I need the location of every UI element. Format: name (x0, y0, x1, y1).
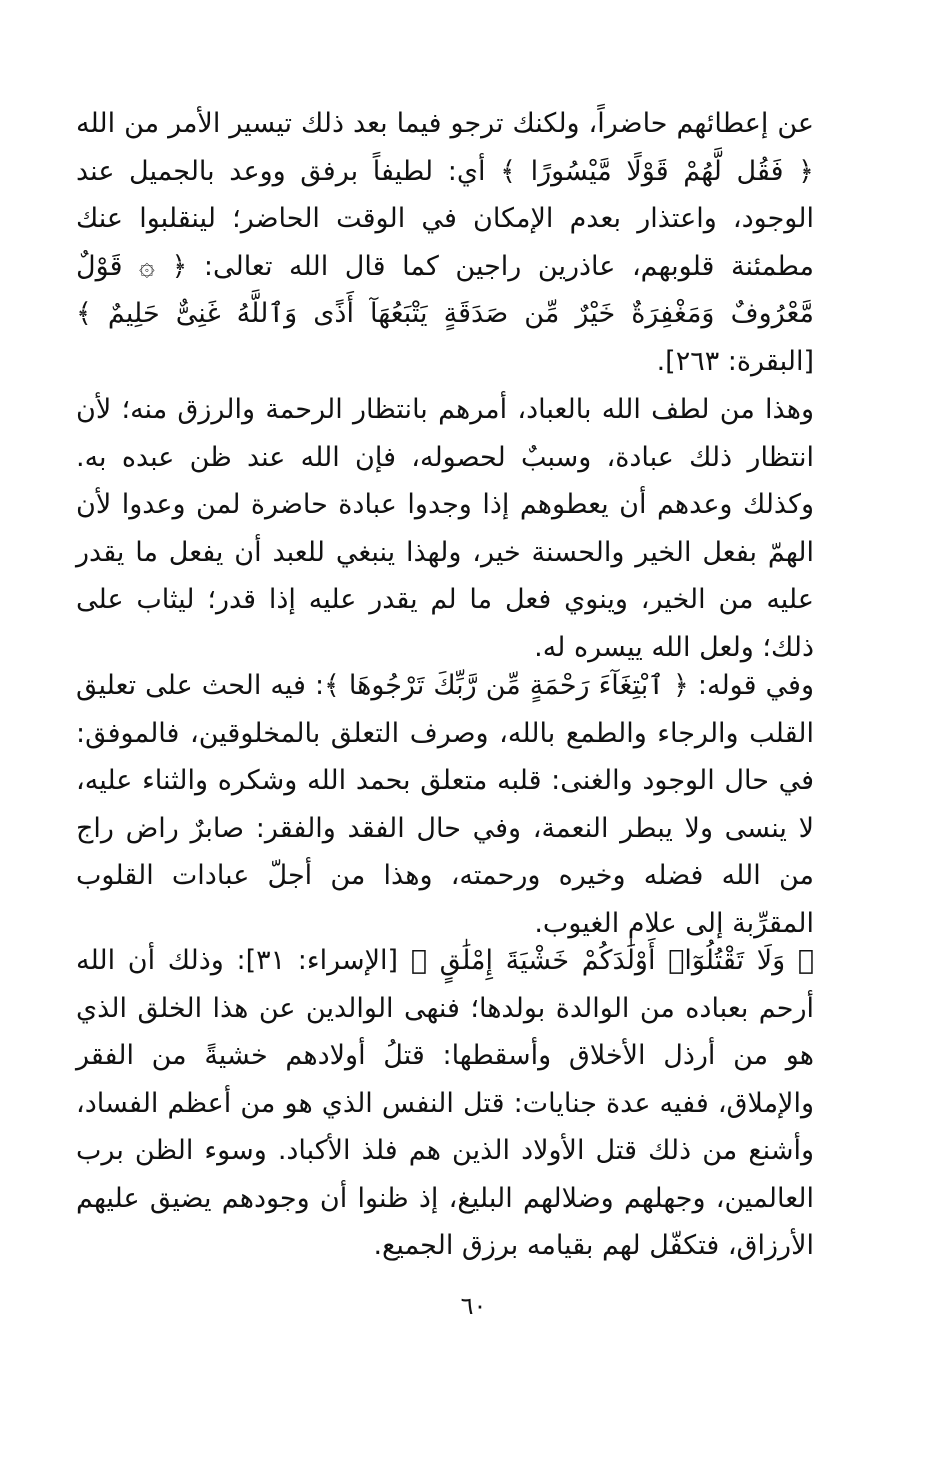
paragraph-3-text: وفي قوله: ﴿ ٱبْتِغَآءَ رَحْمَةٍ مِّن رَّبِّكَ تَرْجُوهَا ﴾: فيه الحث على تعليق القلب والرجاء والطمع بالله، وصرف التعلق بالمخلوقين، فالموفق: في حال الوجود والغنى: قلبه متعلق بحمد الله وشكره والثناء عليه، لا ينسى ولا يبطر النعمة، وفي حال الفقد والفقر: صابرٌ راض راج من الله فضله وخيره ورحمته، وهذا من أجلّ عبادات القلوب المقرِّبة إلى علام الغيوب. (76, 670, 814, 939)
paragraph-1-text: عن إعطائهم حاضراً، ولكنك ترجو فيما بعد ذلك تيسير الأمر من الله ﴿ فَقُل لَّهُمْ قَوْلًا مَّيْسُورًا ﴾ أي: لطيفاً برفق ووعد بالجميل عند الوجود، واعتذار بعدم الإمكان في الوقت الحاضر؛ لينقلبوا عنك مطمئنة قلوبهم، عاذرين راجين كما قال الله تعالى: ﴿ ۞ قَوْلٌ مَّعْرُوفٌ وَمَغْفِرَةٌ خَيْرٌ مِّن صَدَقَةٍ يَتْبَعُهَآ أَذًى وَٱللَّهُ غَنِىٌّ حَلِيمٌ ﴾ [البقرة: ٢٦٣]. (76, 108, 814, 377)
paragraph-2-text: وهذا من لطف الله بالعباد، أمرهم بانتظار الرحمة والرزق منه؛ لأن انتظار ذلك عبادة، وسببٌ لحصوله، فإن الله عند ظن عبده به. وكذلك وعدهم أن يعطوهم إذا وجدوا عبادة حاضرة لمن وعدوا لأن الهمّ بفعل الخير والحسنة خير، ولهذا ينبغي للعبد أن يفعل ما يقدر عليه من الخير، وينوي فعل ما لم يقدر عليه إذا قدر؛ ليثاب على ذلك؛ ولعل الله ييسره له. (76, 394, 814, 663)
paragraph-3 (76, 662, 814, 947)
paragraph-1 (76, 100, 814, 385)
paragraph-2 (76, 386, 814, 671)
page-number: ٦٠ (460, 1292, 487, 1320)
paragraph-4-text: ﴿ وَلَا تَقْتُلُوٓا۟ أَوْلَٰدَكُمْ خَشْيَةَ إِمْلَٰقٍ ﴾ [الإسراء: ٣١]: وذلك أن الله أرحم بعباده من الوالدة بولدها؛ فنهى الوالدين عن هذا الخلق الذي هو من أرذل الأخلاق وأسقطها: قتلُ أولادهم خشيةً من الفقر والإملاق، ففيه عدة جنايات: قتل النفس الذي هو من أعظم الفساد، وأشنع من ذلك قتل الأولاد الذين هم فلذ الأكباد. وسوء الظن برب العالمين، وجهلهم وضلالهم البليغ، إذ ظنوا أن وجودهم يضيق عليهم الأرزاق، فتكفّل لهم بقيامه برزق الجميع. (76, 945, 814, 1261)
paragraph-4 (76, 937, 814, 1270)
